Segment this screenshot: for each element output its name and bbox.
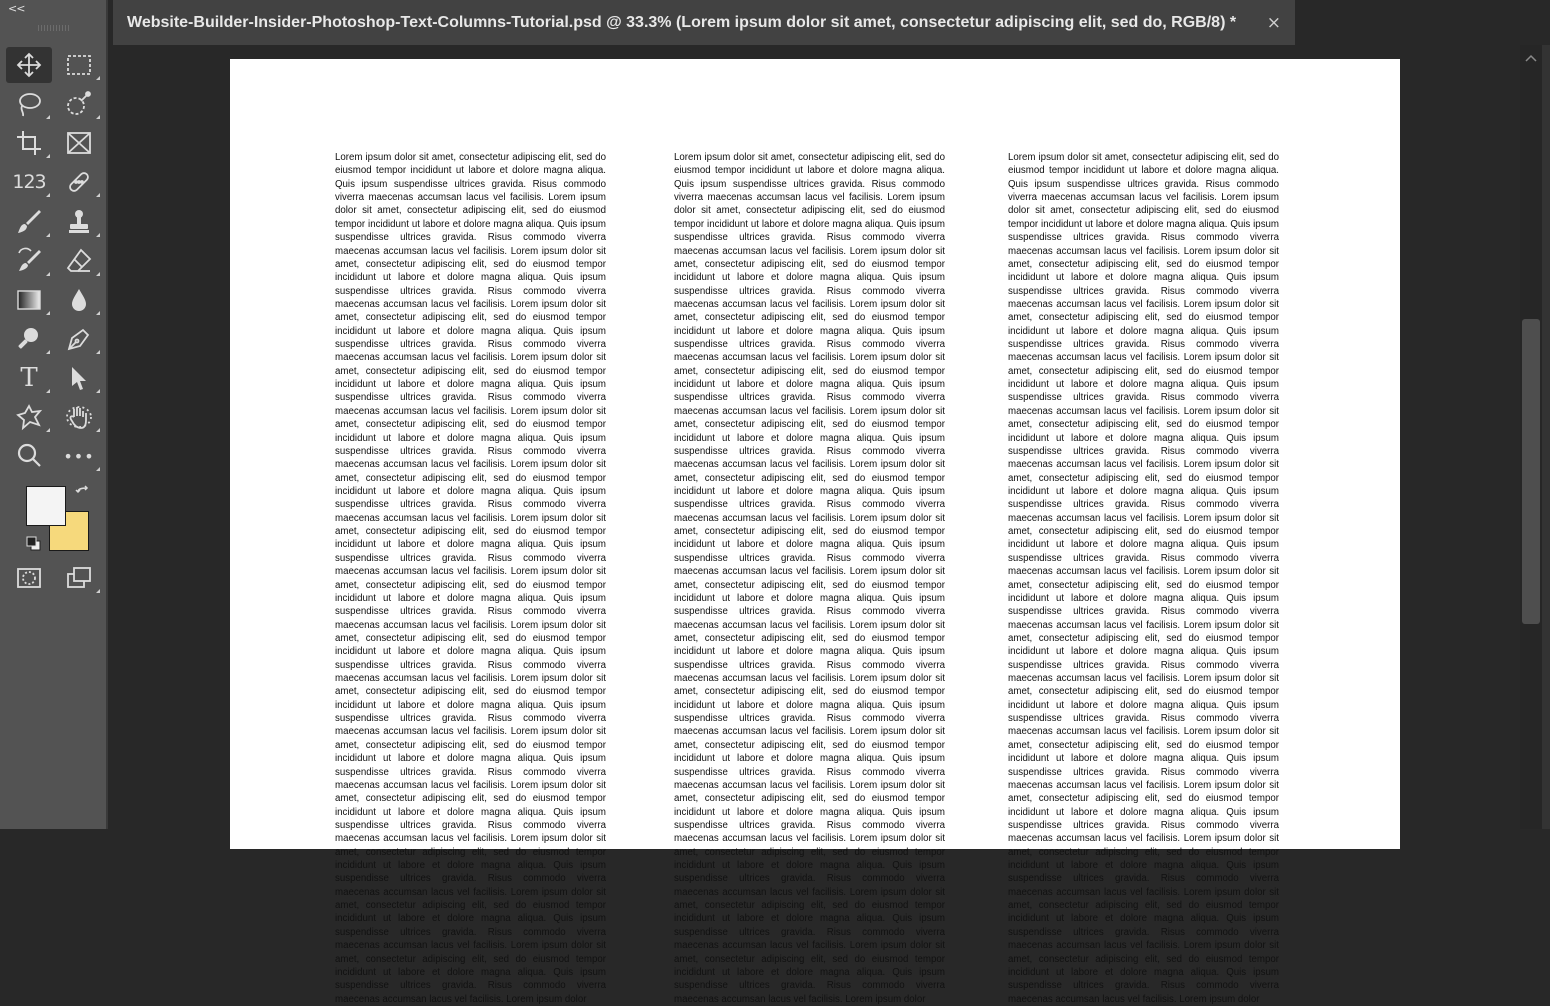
- foreground-color-swatch[interactable]: [26, 486, 66, 526]
- screen-mode-icon: [65, 564, 93, 592]
- arrow-icon: [65, 364, 93, 392]
- shape-icon: [15, 403, 43, 431]
- shape-tool[interactable]: [6, 399, 52, 435]
- screen-mode-button[interactable]: [56, 560, 102, 596]
- gradient-icon: [15, 286, 43, 314]
- pen-icon: [65, 325, 93, 353]
- panel-grip[interactable]: [38, 25, 70, 31]
- panel-edge: [1542, 45, 1550, 829]
- hand-tool[interactable]: [56, 399, 102, 435]
- quick-selection-icon: [65, 90, 93, 118]
- rectangular-marquee-icon: [65, 51, 93, 79]
- eraser-icon: [65, 247, 93, 275]
- crop-icon: [15, 129, 43, 157]
- scroll-up-icon[interactable]: [1524, 53, 1538, 63]
- text-column-3[interactable]: Lorem ipsum dolor sit amet, consectetur adipiscing elit, sed do eiusmod tempor incididunt ut labore et dolore magna aliqua. Quis ipsum suspendisse ultrices gravida. Risus commodo viverra maecenas accumsan lacus vel facilisis. Lorem ipsum dolor sit amet, consectetur adipiscing elit, sed do eiusmod tempor incididunt ut labore et dolore magna aliqua. Quis ipsum suspendisse ultrices gravida. Risus commodo viverra maecenas accumsan lacus vel facilisis. Lorem ipsum dolor sit amet, consectetur adipiscing elit, sed do eiusmod tempor incididunt ut labore et dolore magna aliqua. Quis ipsum suspendisse ultrices gravida. Risus commodo viverra maecenas accumsan lacus vel facilisis. Lorem ipsum dolor sit amet, consectetur adipiscing elit, sed do eiusmod tempor incididunt ut labore et dolore magna aliqua. Quis ipsum suspendisse ultrices gravida. Risus commodo viverra maecenas accumsan lacus vel facilisis. Lorem ipsum dolor sit amet, consectetur adipiscing elit, sed do eiusmod tempor incididunt ut labore et dolore magna aliqua. Quis ipsum suspendisse ultrices gravida. Risus commodo viverra maecenas accumsan lacus vel facilisis. Lorem ipsum dolor sit amet, consectetur adipiscing elit, sed do eiusmod tempor incididunt ut labore et dolore magna aliqua. Quis ipsum suspendisse ultrices gravida. Risus commodo viverra maecenas accumsan lacus vel facilisis. Lorem ipsum dolor sit amet, consectetur adipiscing elit, sed do eiusmod tempor incididunt ut labore et dolore magna aliqua. Quis ipsum suspendisse ultrices gravida. Risus commodo viverra maecenas accumsan lacus vel facilisis. Lorem ipsum dolor sit amet, consectetur adipiscing elit, sed do eiusmod tempor incididunt ut labore et dolore magna aliqua. Quis ipsum suspendisse ultrices gravida. Risus commodo viverra maecenas accumsan lacus vel facilisis. Lorem ipsum dolor sit amet, consectetur adipiscing elit, sed do eiusmod tempor incididunt ut labore et dolore magna aliqua. Quis ipsum suspendisse ultrices gravida. Risus commodo viverra maecenas accumsan lacus vel facilisis. Lorem ipsum dolor sit amet, consectetur adipiscing elit, sed do eiusmod tempor incididunt ut labore et dolore magna aliqua. Quis ipsum suspendisse ultrices gravida. Risus commodo viverra maecenas accumsan lacus vel facilisis. Lorem ipsum dolor sit amet, consectetur adipiscing elit, sed do eiusmod tempor incididunt ut labore et dolore magna aliqua. Quis ipsum suspendisse ultrices gravida. Risus commodo viverra maecenas accumsan lacus vel facilisis. Lorem ipsum dolor sit amet, consectetur adipiscing elit, sed do eiusmod tempor incididunt ut labore et dolore magna aliqua. Quis ipsum suspendisse ultrices gravida. Risus commodo viverra maecenas accumsan lacus vel facilisis. Lorem ipsum dolor sit amet, consectetur adipiscing elit, sed do eiusmod tempor incididunt ut labore et dolore magna aliqua. Quis ipsum suspendisse ultrices gravida. Risus commodo viverra maecenas accumsan lacus vel facilisis. Lorem ipsum dolor sit amet, consectetur adipiscing elit, sed do eiusmod tempor incididunt ut labore et dolore magna aliqua. Quis ipsum suspendisse ultrices gravida. Risus commodo viverra maecenas accumsan lacus vel facilisis. Lorem ipsum dolor sit amet, consectetur adipiscing elit, sed do eiusmod tempor incididunt ut labore et dolore magna aliqua. Quis ipsum suspendisse ultrices gravida. Risus commodo viverra maecenas accumsan lacus vel facilisis. Lorem ipsum dolor sit amet, consectetur adipiscing elit, sed do eiusmod tempor incididunt ut labore et dolore magna aliqua. Quis ipsum suspendisse ultrices gravida. Risus commodo viverra maecenas accumsan lacus vel facilisis. Lorem ipsum dolor: [1008, 152, 1279, 1005]
- quick-selection-tool[interactable]: [56, 86, 102, 122]
- eraser-tool[interactable]: [56, 243, 102, 279]
- brush-icon: [15, 208, 43, 236]
- document-title: Website-Builder-Insider-Photoshop-Text-Columns-Tutorial.psd @ 33.3% (Lorem ipsum dolor sit amet, consectetur adipiscing elit, sed do, RGB/8) *: [127, 14, 1237, 31]
- canvas-area[interactable]: [110, 45, 1550, 1005]
- path-selection-tool[interactable]: [56, 360, 102, 396]
- stamp-tool[interactable]: [56, 204, 102, 240]
- move-tool[interactable]: [6, 47, 52, 83]
- quick-mask-mode-button[interactable]: [6, 560, 52, 596]
- crop-tool[interactable]: [6, 125, 52, 161]
- collapse-panel-button[interactable]: <<: [8, 2, 25, 15]
- frame-tool[interactable]: [56, 125, 102, 161]
- count-tool[interactable]: [6, 164, 52, 200]
- zoom-icon: [15, 442, 43, 470]
- default-colors-icon[interactable]: [26, 536, 42, 552]
- dodge-icon: [15, 325, 43, 353]
- frame-icon: [65, 129, 93, 157]
- bandage-icon: [65, 168, 93, 196]
- gradient-tool[interactable]: [6, 282, 52, 318]
- document-canvas[interactable]: [230, 59, 1400, 1005]
- scrollbar-thumb[interactable]: [1522, 319, 1540, 624]
- lasso-tool[interactable]: [6, 86, 52, 122]
- hand-icon: [65, 403, 93, 431]
- count-icon: 123: [12, 171, 46, 193]
- quick-mask-icon: [15, 564, 43, 592]
- more-tools[interactable]: [56, 438, 102, 474]
- move-icon: [15, 51, 43, 79]
- history-brush-icon: [15, 247, 43, 275]
- zoom-tool[interactable]: [6, 438, 52, 474]
- marquee-tool[interactable]: [56, 47, 102, 83]
- close-tab-icon[interactable]: ×: [1266, 13, 1281, 33]
- tools-panel: [0, 0, 108, 829]
- lasso-icon: [15, 90, 43, 118]
- history-brush-tool[interactable]: [6, 243, 52, 279]
- more-icon: •••: [63, 446, 95, 466]
- type-tool[interactable]: [6, 360, 52, 396]
- dodge-tool[interactable]: [6, 321, 52, 357]
- pen-tool[interactable]: [56, 321, 102, 357]
- blur-tool[interactable]: [56, 282, 102, 318]
- text-column-1[interactable]: Lorem ipsum dolor sit amet, consectetur adipiscing elit, sed do eiusmod tempor incididunt ut labore et dolore magna aliqua. Quis ipsum suspendisse ultrices gravida. Risus commodo viverra maecenas accumsan lacus vel facilisis. Lorem ipsum dolor sit amet, consectetur adipiscing elit, sed do eiusmod tempor incididunt ut labore et dolore magna aliqua. Quis ipsum suspendisse ultrices gravida. Risus commodo viverra maecenas accumsan lacus vel facilisis. Lorem ipsum dolor sit amet, consectetur adipiscing elit, sed do eiusmod tempor incididunt ut labore et dolore magna aliqua. Quis ipsum suspendisse ultrices gravida. Risus commodo viverra maecenas accumsan lacus vel facilisis. Lorem ipsum dolor sit amet, consectetur adipiscing elit, sed do eiusmod tempor incididunt ut labore et dolore magna aliqua. Quis ipsum suspendisse ultrices gravida. Risus commodo viverra maecenas accumsan lacus vel facilisis. Lorem ipsum dolor sit amet, consectetur adipiscing elit, sed do eiusmod tempor incididunt ut labore et dolore magna aliqua. Quis ipsum suspendisse ultrices gravida. Risus commodo viverra maecenas accumsan lacus vel facilisis. Lorem ipsum dolor sit amet, consectetur adipiscing elit, sed do eiusmod tempor incididunt ut labore et dolore magna aliqua. Quis ipsum suspendisse ultrices gravida. Risus commodo viverra maecenas accumsan lacus vel facilisis. Lorem ipsum dolor sit amet, consectetur adipiscing elit, sed do eiusmod tempor incididunt ut labore et dolore magna aliqua. Quis ipsum suspendisse ultrices gravida. Risus commodo viverra maecenas accumsan lacus vel facilisis. Lorem ipsum dolor sit amet, consectetur adipiscing elit, sed do eiusmod tempor incididunt ut labore et dolore magna aliqua. Quis ipsum suspendisse ultrices gravida. Risus commodo viverra maecenas accumsan lacus vel facilisis. Lorem ipsum dolor sit amet, consectetur adipiscing elit, sed do eiusmod tempor incididunt ut labore et dolore magna aliqua. Quis ipsum suspendisse ultrices gravida. Risus commodo viverra maecenas accumsan lacus vel facilisis. Lorem ipsum dolor sit amet, consectetur adipiscing elit, sed do eiusmod tempor incididunt ut labore et dolore magna aliqua. Quis ipsum suspendisse ultrices gravida. Risus commodo viverra maecenas accumsan lacus vel facilisis. Lorem ipsum dolor sit amet, consectetur adipiscing elit, sed do eiusmod tempor incididunt ut labore et dolore magna aliqua. Quis ipsum suspendisse ultrices gravida. Risus commodo viverra maecenas accumsan lacus vel facilisis. Lorem ipsum dolor sit amet, consectetur adipiscing elit, sed do eiusmod tempor incididunt ut labore et dolore magna aliqua. Quis ipsum suspendisse ultrices gravida. Risus commodo viverra maecenas accumsan lacus vel facilisis. Lorem ipsum dolor sit amet, consectetur adipiscing elit, sed do eiusmod tempor incididunt ut labore et dolore magna aliqua. Quis ipsum suspendisse ultrices gravida. Risus commodo viverra maecenas accumsan lacus vel facilisis. Lorem ipsum dolor sit amet, consectetur adipiscing elit, sed do eiusmod tempor incididunt ut labore et dolore magna aliqua. Quis ipsum suspendisse ultrices gravida. Risus commodo viverra maecenas accumsan lacus vel facilisis. Lorem ipsum dolor sit amet, consectetur adipiscing elit, sed do eiusmod tempor incididunt ut labore et dolore magna aliqua. Quis ipsum suspendisse ultrices gravida. Risus commodo viverra maecenas accumsan lacus vel facilisis. Lorem ipsum dolor sit amet, consectetur adipiscing elit, sed do eiusmod tempor incididunt ut labore et dolore magna aliqua. Quis ipsum suspendisse ultrices gravida. Risus commodo viverra maecenas accumsan lacus vel facilisis. Lorem ipsum dolor: [335, 152, 606, 1005]
- text-column-2[interactable]: Lorem ipsum dolor sit amet, consectetur adipiscing elit, sed do eiusmod tempor incididunt ut labore et dolore magna aliqua. Quis ipsum suspendisse ultrices gravida. Risus commodo viverra maecenas accumsan lacus vel facilisis. Lorem ipsum dolor sit amet, consectetur adipiscing elit, sed do eiusmod tempor incididunt ut labore et dolore magna aliqua. Quis ipsum suspendisse ultrices gravida. Risus commodo viverra maecenas accumsan lacus vel facilisis. Lorem ipsum dolor sit amet, consectetur adipiscing elit, sed do eiusmod tempor incididunt ut labore et dolore magna aliqua. Quis ipsum suspendisse ultrices gravida. Risus commodo viverra maecenas accumsan lacus vel facilisis. Lorem ipsum dolor sit amet, consectetur adipiscing elit, sed do eiusmod tempor incididunt ut labore et dolore magna aliqua. Quis ipsum suspendisse ultrices gravida. Risus commodo viverra maecenas accumsan lacus vel facilisis. Lorem ipsum dolor sit amet, consectetur adipiscing elit, sed do eiusmod tempor incididunt ut labore et dolore magna aliqua. Quis ipsum suspendisse ultrices gravida. Risus commodo viverra maecenas accumsan lacus vel facilisis. Lorem ipsum dolor sit amet, consectetur adipiscing elit, sed do eiusmod tempor incididunt ut labore et dolore magna aliqua. Quis ipsum suspendisse ultrices gravida. Risus commodo viverra maecenas accumsan lacus vel facilisis. Lorem ipsum dolor sit amet, consectetur adipiscing elit, sed do eiusmod tempor incididunt ut labore et dolore magna aliqua. Quis ipsum suspendisse ultrices gravida. Risus commodo viverra maecenas accumsan lacus vel facilisis. Lorem ipsum dolor sit amet, consectetur adipiscing elit, sed do eiusmod tempor incididunt ut labore et dolore magna aliqua. Quis ipsum suspendisse ultrices gravida. Risus commodo viverra maecenas accumsan lacus vel facilisis. Lorem ipsum dolor sit amet, consectetur adipiscing elit, sed do eiusmod tempor incididunt ut labore et dolore magna aliqua. Quis ipsum suspendisse ultrices gravida. Risus commodo viverra maecenas accumsan lacus vel facilisis. Lorem ipsum dolor sit amet, consectetur adipiscing elit, sed do eiusmod tempor incididunt ut labore et dolore magna aliqua. Quis ipsum suspendisse ultrices gravida. Risus commodo viverra maecenas accumsan lacus vel facilisis. Lorem ipsum dolor sit amet, consectetur adipiscing elit, sed do eiusmod tempor incididunt ut labore et dolore magna aliqua. Quis ipsum suspendisse ultrices gravida. Risus commodo viverra maecenas accumsan lacus vel facilisis. Lorem ipsum dolor sit amet, consectetur adipiscing elit, sed do eiusmod tempor incididunt ut labore et dolore magna aliqua. Quis ipsum suspendisse ultrices gravida. Risus commodo viverra maecenas accumsan lacus vel facilisis. Lorem ipsum dolor sit amet, consectetur adipiscing elit, sed do eiusmod tempor incididunt ut labore et dolore magna aliqua. Quis ipsum suspendisse ultrices gravida. Risus commodo viverra maecenas accumsan lacus vel facilisis. Lorem ipsum dolor sit amet, consectetur adipiscing elit, sed do eiusmod tempor incididunt ut labore et dolore magna aliqua. Quis ipsum suspendisse ultrices gravida. Risus commodo viverra maecenas accumsan lacus vel facilisis. Lorem ipsum dolor sit amet, consectetur adipiscing elit, sed do eiusmod tempor incididunt ut labore et dolore magna aliqua. Quis ipsum suspendisse ultrices gravida. Risus commodo viverra maecenas accumsan lacus vel facilisis. Lorem ipsum dolor sit amet, consectetur adipiscing elit, sed do eiusmod tempor incididunt ut labore et dolore magna aliqua. Quis ipsum suspendisse ultrices gravida. Risus commodo viverra maecenas accumsan lacus vel facilisis. Lorem ipsum dolor: [674, 152, 945, 1005]
- vertical-scrollbar[interactable]: [1520, 45, 1542, 829]
- drop-icon: [65, 286, 93, 314]
- brush-tool[interactable]: [6, 204, 52, 240]
- healing-tool[interactable]: [56, 164, 102, 200]
- type-icon: T: [20, 363, 38, 393]
- swap-colors-icon[interactable]: [75, 486, 91, 502]
- stamp-icon: [65, 208, 93, 236]
- document-tab[interactable]: [113, 0, 1295, 45]
